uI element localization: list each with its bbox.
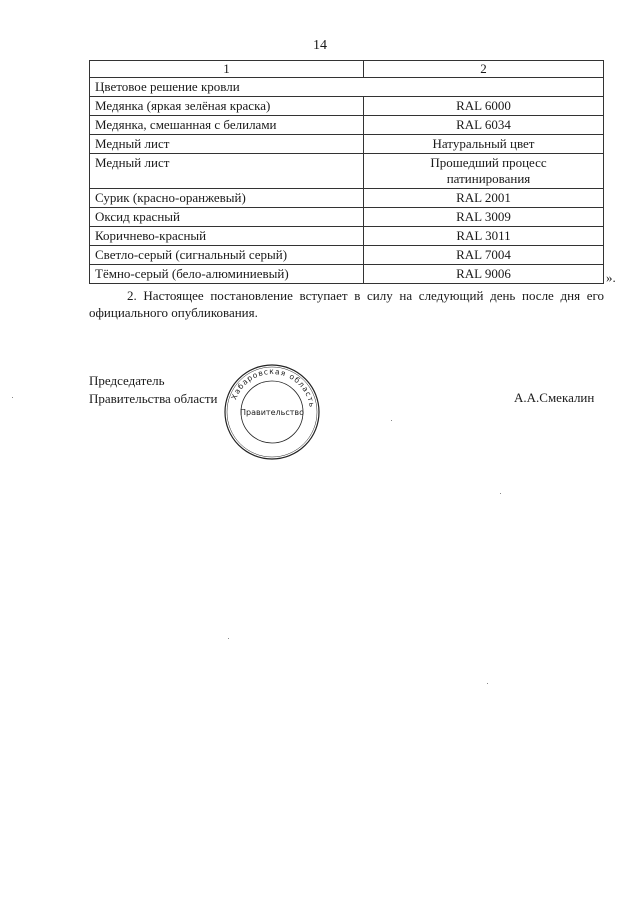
material-cell: Медянка, смешанная с белилами	[90, 116, 364, 135]
decree-paragraph: 2. Настоящее постановление вступает в силу на следующий день после дня его официального опубликования.	[89, 288, 604, 320]
closing-quote: ».	[606, 270, 616, 285]
color-table	[89, 60, 604, 284]
table-section-row	[90, 78, 604, 97]
signatory-name: А.А.Смекалин	[514, 390, 595, 405]
column-header-1: 1	[90, 61, 364, 78]
table-row	[90, 97, 604, 116]
material-cell: Сурик (красно-оранжевый)	[90, 189, 364, 208]
scan-speck	[500, 493, 501, 494]
table-row	[90, 265, 604, 284]
color-code-cell: RAL 9006	[364, 265, 604, 284]
signatory-title-line-1: Председатель	[89, 373, 165, 388]
seal-center-text: Правительство	[240, 408, 304, 417]
color-code-cell: RAL 6034	[364, 116, 604, 135]
color-code-cell: Прошедший процесс патинирования	[364, 154, 604, 189]
material-cell: Тёмно-серый (бело-алюминиевый)	[90, 265, 364, 284]
scan-speck	[487, 683, 488, 684]
page-number: 14	[313, 38, 327, 53]
table-row	[90, 135, 604, 154]
scan-speck	[12, 397, 13, 398]
material-cell: Светло-серый (сигнальный серый)	[90, 246, 364, 265]
color-code-cell: RAL 6000	[364, 97, 604, 116]
table-row	[90, 246, 604, 265]
material-cell: Медный лист	[90, 135, 364, 154]
material-cell: Медянка (яркая зелёная краска)	[90, 97, 364, 116]
color-code-cell: RAL 2001	[364, 189, 604, 208]
scan-speck	[228, 638, 229, 639]
signatory-title-line-2: Правительства области	[89, 391, 218, 406]
color-code-cell: RAL 3011	[364, 227, 604, 246]
table-row	[90, 208, 604, 227]
scan-speck	[391, 420, 392, 421]
section-title: Цветовое решение кровли	[90, 78, 604, 97]
material-cell: Оксид красный	[90, 208, 364, 227]
table-row	[90, 189, 604, 208]
column-header-2: 2	[364, 61, 604, 78]
material-cell: Коричнево-красный	[90, 227, 364, 246]
color-code-cell: Натуральный цвет	[364, 135, 604, 154]
color-code-cell: RAL 3009	[364, 208, 604, 227]
table-header-row	[90, 61, 604, 78]
material-cell: Медный лист	[90, 154, 364, 189]
table-row	[90, 116, 604, 135]
official-seal	[222, 362, 322, 462]
color-code-cell: RAL 7004	[364, 246, 604, 265]
table-row	[90, 227, 604, 246]
table-row	[90, 154, 604, 189]
seal-ring-text: Хабаровская область	[229, 366, 317, 409]
signatory-title	[89, 372, 218, 408]
